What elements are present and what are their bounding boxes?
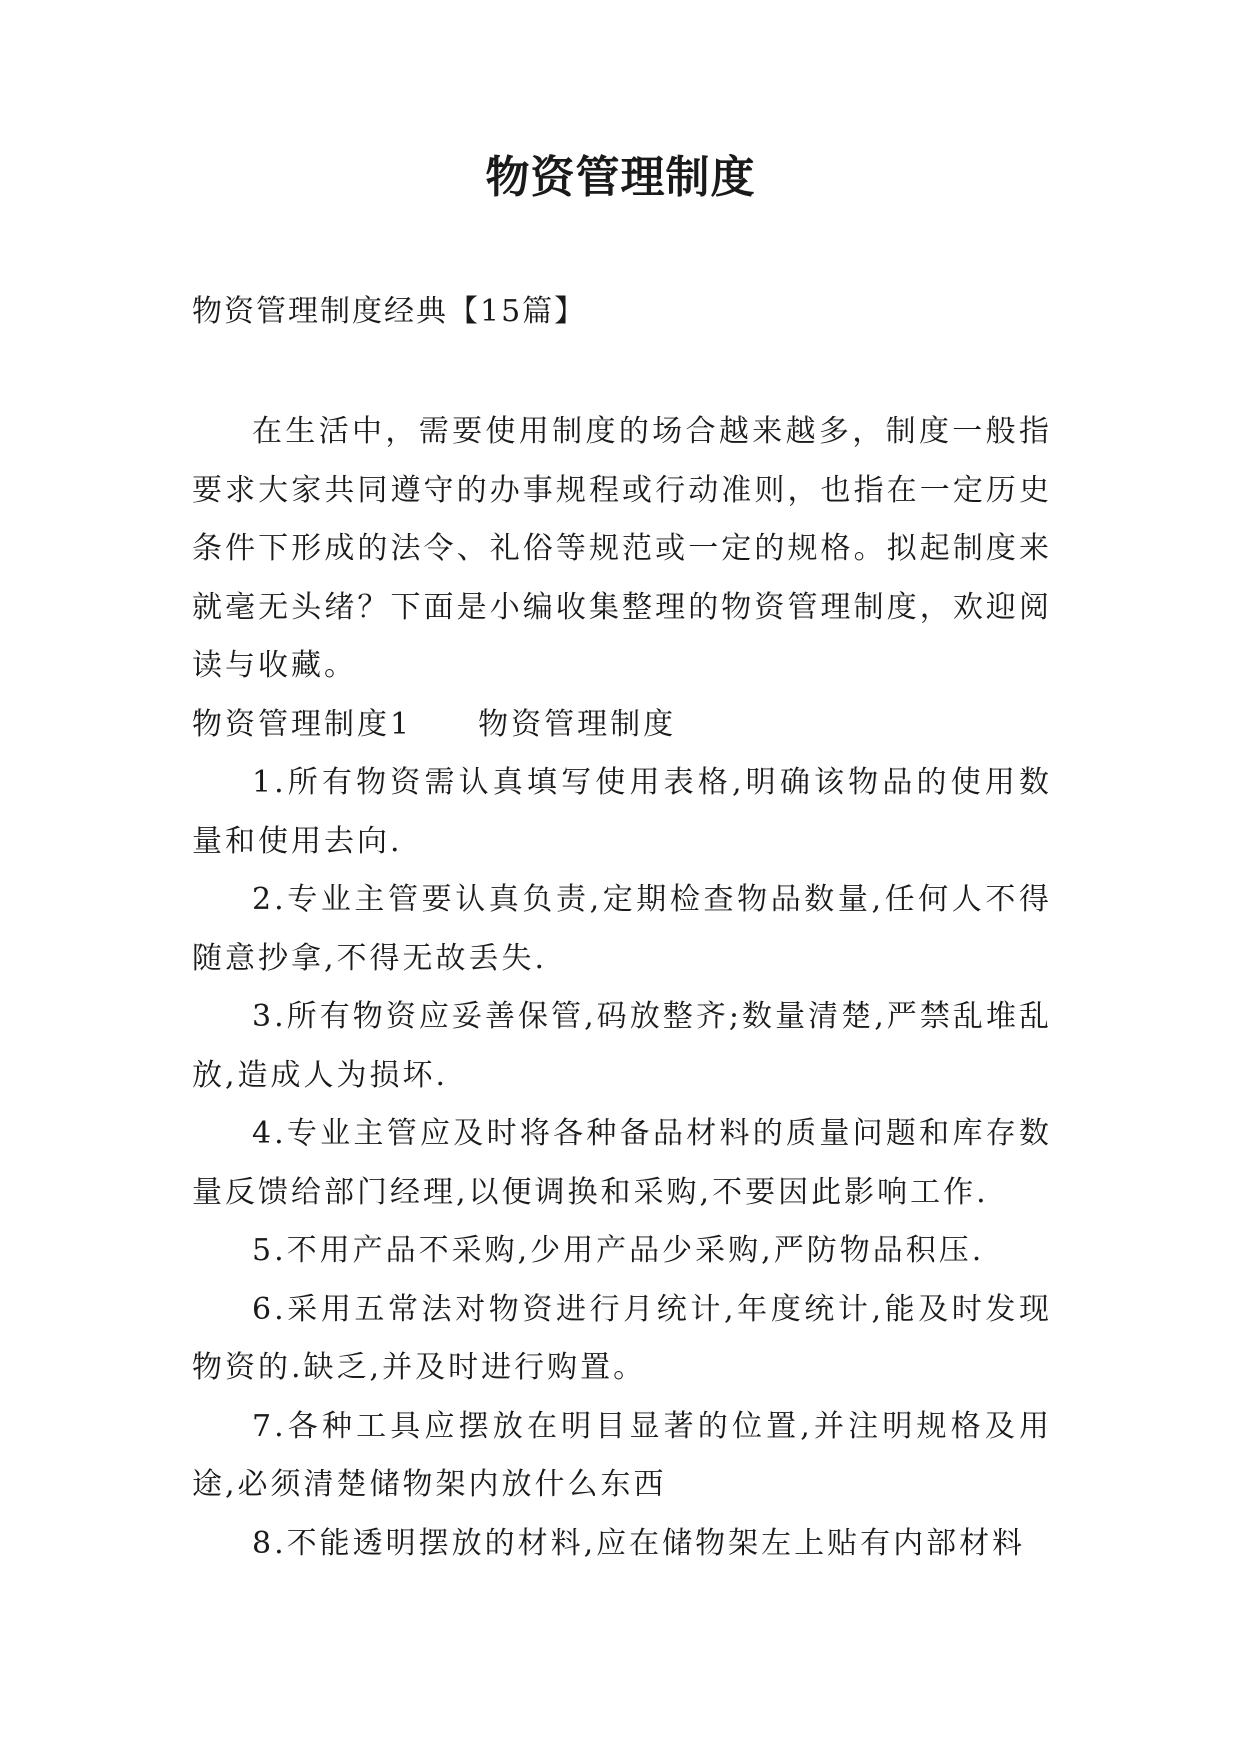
list-item: 1.所有物资需认真填写使用表格,明确该物品的使用数量和使用去向.	[192, 765, 1052, 859]
list-item: 3.所有物资应妥善保管,码放整齐;数量清楚,严禁乱堆乱放,造成人为损坏.	[192, 999, 1052, 1093]
list-item: 8.不能透明摆放的材料,应在储物架左上贴有内部材料	[252, 1525, 1026, 1561]
document-body	[192, 403, 1052, 1573]
list-item: 2.专业主管要认真负责,定期检查物品数量,任何人不得随意抄拿,不得无故丢失.	[192, 882, 1052, 976]
list-item: 4.专业主管应及时将各种备品材料的质量问题和库存数量反馈给部门经理,以便调换和采购,不要因此影响工作.	[192, 1116, 1052, 1210]
document-subtitle: 物资管理制度经典【15篇】	[192, 294, 587, 329]
list-item: 7.各种工具应摆放在明目显著的位置,并注明规格及用途,必须清楚储物架内放什么东西	[192, 1408, 1052, 1502]
list-item: 6.采用五常法对物资进行月统计,年度统计,能及时发现物资的.缺乏,并及时进行购置。	[192, 1291, 1052, 1385]
intro-paragraph: 在生活中，需要使用制度的场合越来越多，制度一般指要求大家共同遵守的办事规程或行动准则，也指在一定历史条件下形成的法令、礼俗等规范或一定的规格。拟起制度来就毫无头绪？下面是小编收集整理的物资管理制度，欢迎阅读与收藏。	[192, 414, 1052, 683]
section-heading: 物资管理制度1 物资管理制度	[192, 706, 677, 742]
document-title: 物资管理制度	[485, 152, 756, 203]
list-item: 5.不用产品不采购,少用产品少采购,严防物品积压.	[252, 1233, 985, 1268]
